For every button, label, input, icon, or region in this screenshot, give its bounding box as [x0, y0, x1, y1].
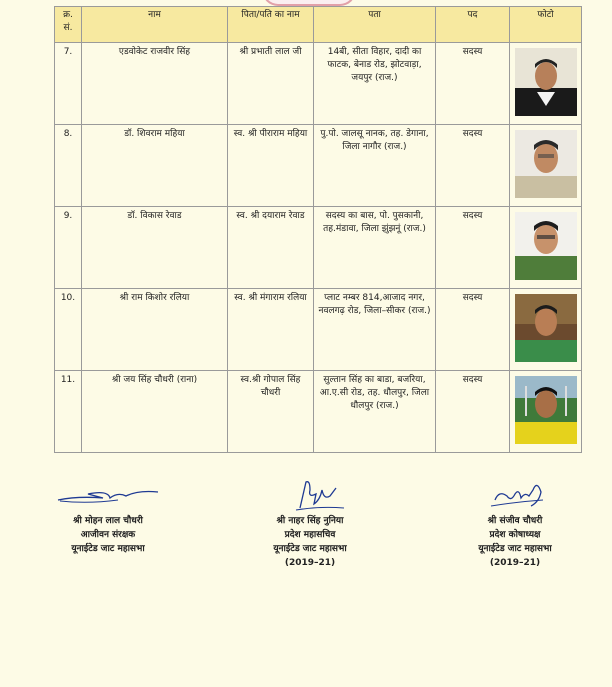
- member-photo: [515, 212, 577, 280]
- row-father: श्री प्रभाती लाल जी: [228, 43, 314, 125]
- header-post: पद: [436, 7, 510, 43]
- row-post: सदस्य: [436, 43, 510, 125]
- header-father: पिता/पति का नाम: [228, 7, 314, 43]
- row-name: डॉ. शिवराम महिया: [82, 125, 228, 207]
- row-photo-cell: [510, 371, 582, 453]
- row-address: पु.पो. जालसू नानक, तह. डेगाना, जिला नागौर (राज.): [314, 125, 436, 207]
- signatures-section: [0, 470, 612, 590]
- row-post: सदस्य: [436, 371, 510, 453]
- row-address: सुल्तान सिंह का बाडा, बजरिया, आ.ए.सी रोड, तह. धौलपुर, जिला धौलपुर (राज.): [314, 371, 436, 453]
- header-serial: क्र. सं.: [55, 7, 82, 43]
- row-serial: 10.: [55, 289, 82, 371]
- table-row: [55, 289, 582, 371]
- signatory-name: श्री नाहर सिंह नुनिया: [276, 516, 344, 526]
- row-father: स्व. श्री पीराराम महिया: [228, 125, 314, 207]
- signatory-name: श्री संजीव चौधरी: [487, 516, 543, 526]
- signatory-term: (2019–21): [489, 558, 541, 568]
- signature-mark: [225, 470, 395, 514]
- row-post: सदस्य: [436, 289, 510, 371]
- row-name: डॉ. विकास रेवाड: [82, 207, 228, 289]
- table-row: [55, 43, 582, 125]
- signatory-title: प्रदेश कोषाध्यक्ष: [489, 530, 541, 540]
- signature-block: [430, 470, 600, 570]
- header-photo: फोटो: [510, 7, 582, 43]
- signatory-title: आजीवन संरक्षक: [80, 530, 136, 540]
- header-name: नाम: [82, 7, 228, 43]
- member-photo: [515, 294, 577, 362]
- signature-block: [225, 470, 395, 570]
- row-name: श्री जय सिंह चौधरी (राना): [82, 371, 228, 453]
- row-serial: 11.: [55, 371, 82, 453]
- signatory-name: श्री मोहन लाल चौधरी: [73, 516, 143, 526]
- signatory-org: यूनाईटेड जाट महासभा: [273, 544, 347, 554]
- row-serial: 9.: [55, 207, 82, 289]
- signatory-org: यूनाईटेड जाट महासभा: [71, 544, 145, 554]
- row-father: स्व.श्री गोपाल सिंह चौधरी: [228, 371, 314, 453]
- row-address: 14बी, सीता विहार, दादी का फाटक, बेनाड रोड, झोटवाड़ा, जयपुर (राज.): [314, 43, 436, 125]
- member-photo: [515, 48, 577, 116]
- signatory-org: यूनाईटेड जाट महासभा: [478, 544, 552, 554]
- signatory-title: प्रदेश महासचिव: [284, 530, 336, 540]
- header-address: पता: [314, 7, 436, 43]
- row-address: प्लाट नम्बर 814,आजाद नगर, नवलगढ़ रोड, जिला–सीकर (राज.): [314, 289, 436, 371]
- table-row: [55, 371, 582, 453]
- row-father: स्व. श्री दयाराम रेवाड: [228, 207, 314, 289]
- row-post: सदस्य: [436, 207, 510, 289]
- row-name: श्री राम किशोर रलिया: [82, 289, 228, 371]
- signatory-term: (2019–21): [284, 558, 336, 568]
- row-serial: 7.: [55, 43, 82, 125]
- signature-mark: [23, 470, 193, 514]
- table-header-row: [55, 7, 582, 43]
- table-row: [55, 125, 582, 207]
- row-photo-cell: [510, 289, 582, 371]
- row-photo-cell: [510, 125, 582, 207]
- row-father: स्व. श्री मंगाराम रलिया: [228, 289, 314, 371]
- signature-mark: [430, 470, 600, 514]
- members-table: [54, 6, 582, 453]
- row-photo-cell: [510, 43, 582, 125]
- row-address: सदस्य का बास, पो. पुसकानी, तह.मंडावा, जिला झुंझनूं (राज.): [314, 207, 436, 289]
- row-photo-cell: [510, 207, 582, 289]
- signature-block: [23, 470, 193, 556]
- row-name: एडवोकेट राजवीर सिंह: [82, 43, 228, 125]
- row-post: सदस्य: [436, 125, 510, 207]
- row-serial: 8.: [55, 125, 82, 207]
- table-row: [55, 207, 582, 289]
- member-photo: [515, 130, 577, 198]
- member-photo: [515, 376, 577, 444]
